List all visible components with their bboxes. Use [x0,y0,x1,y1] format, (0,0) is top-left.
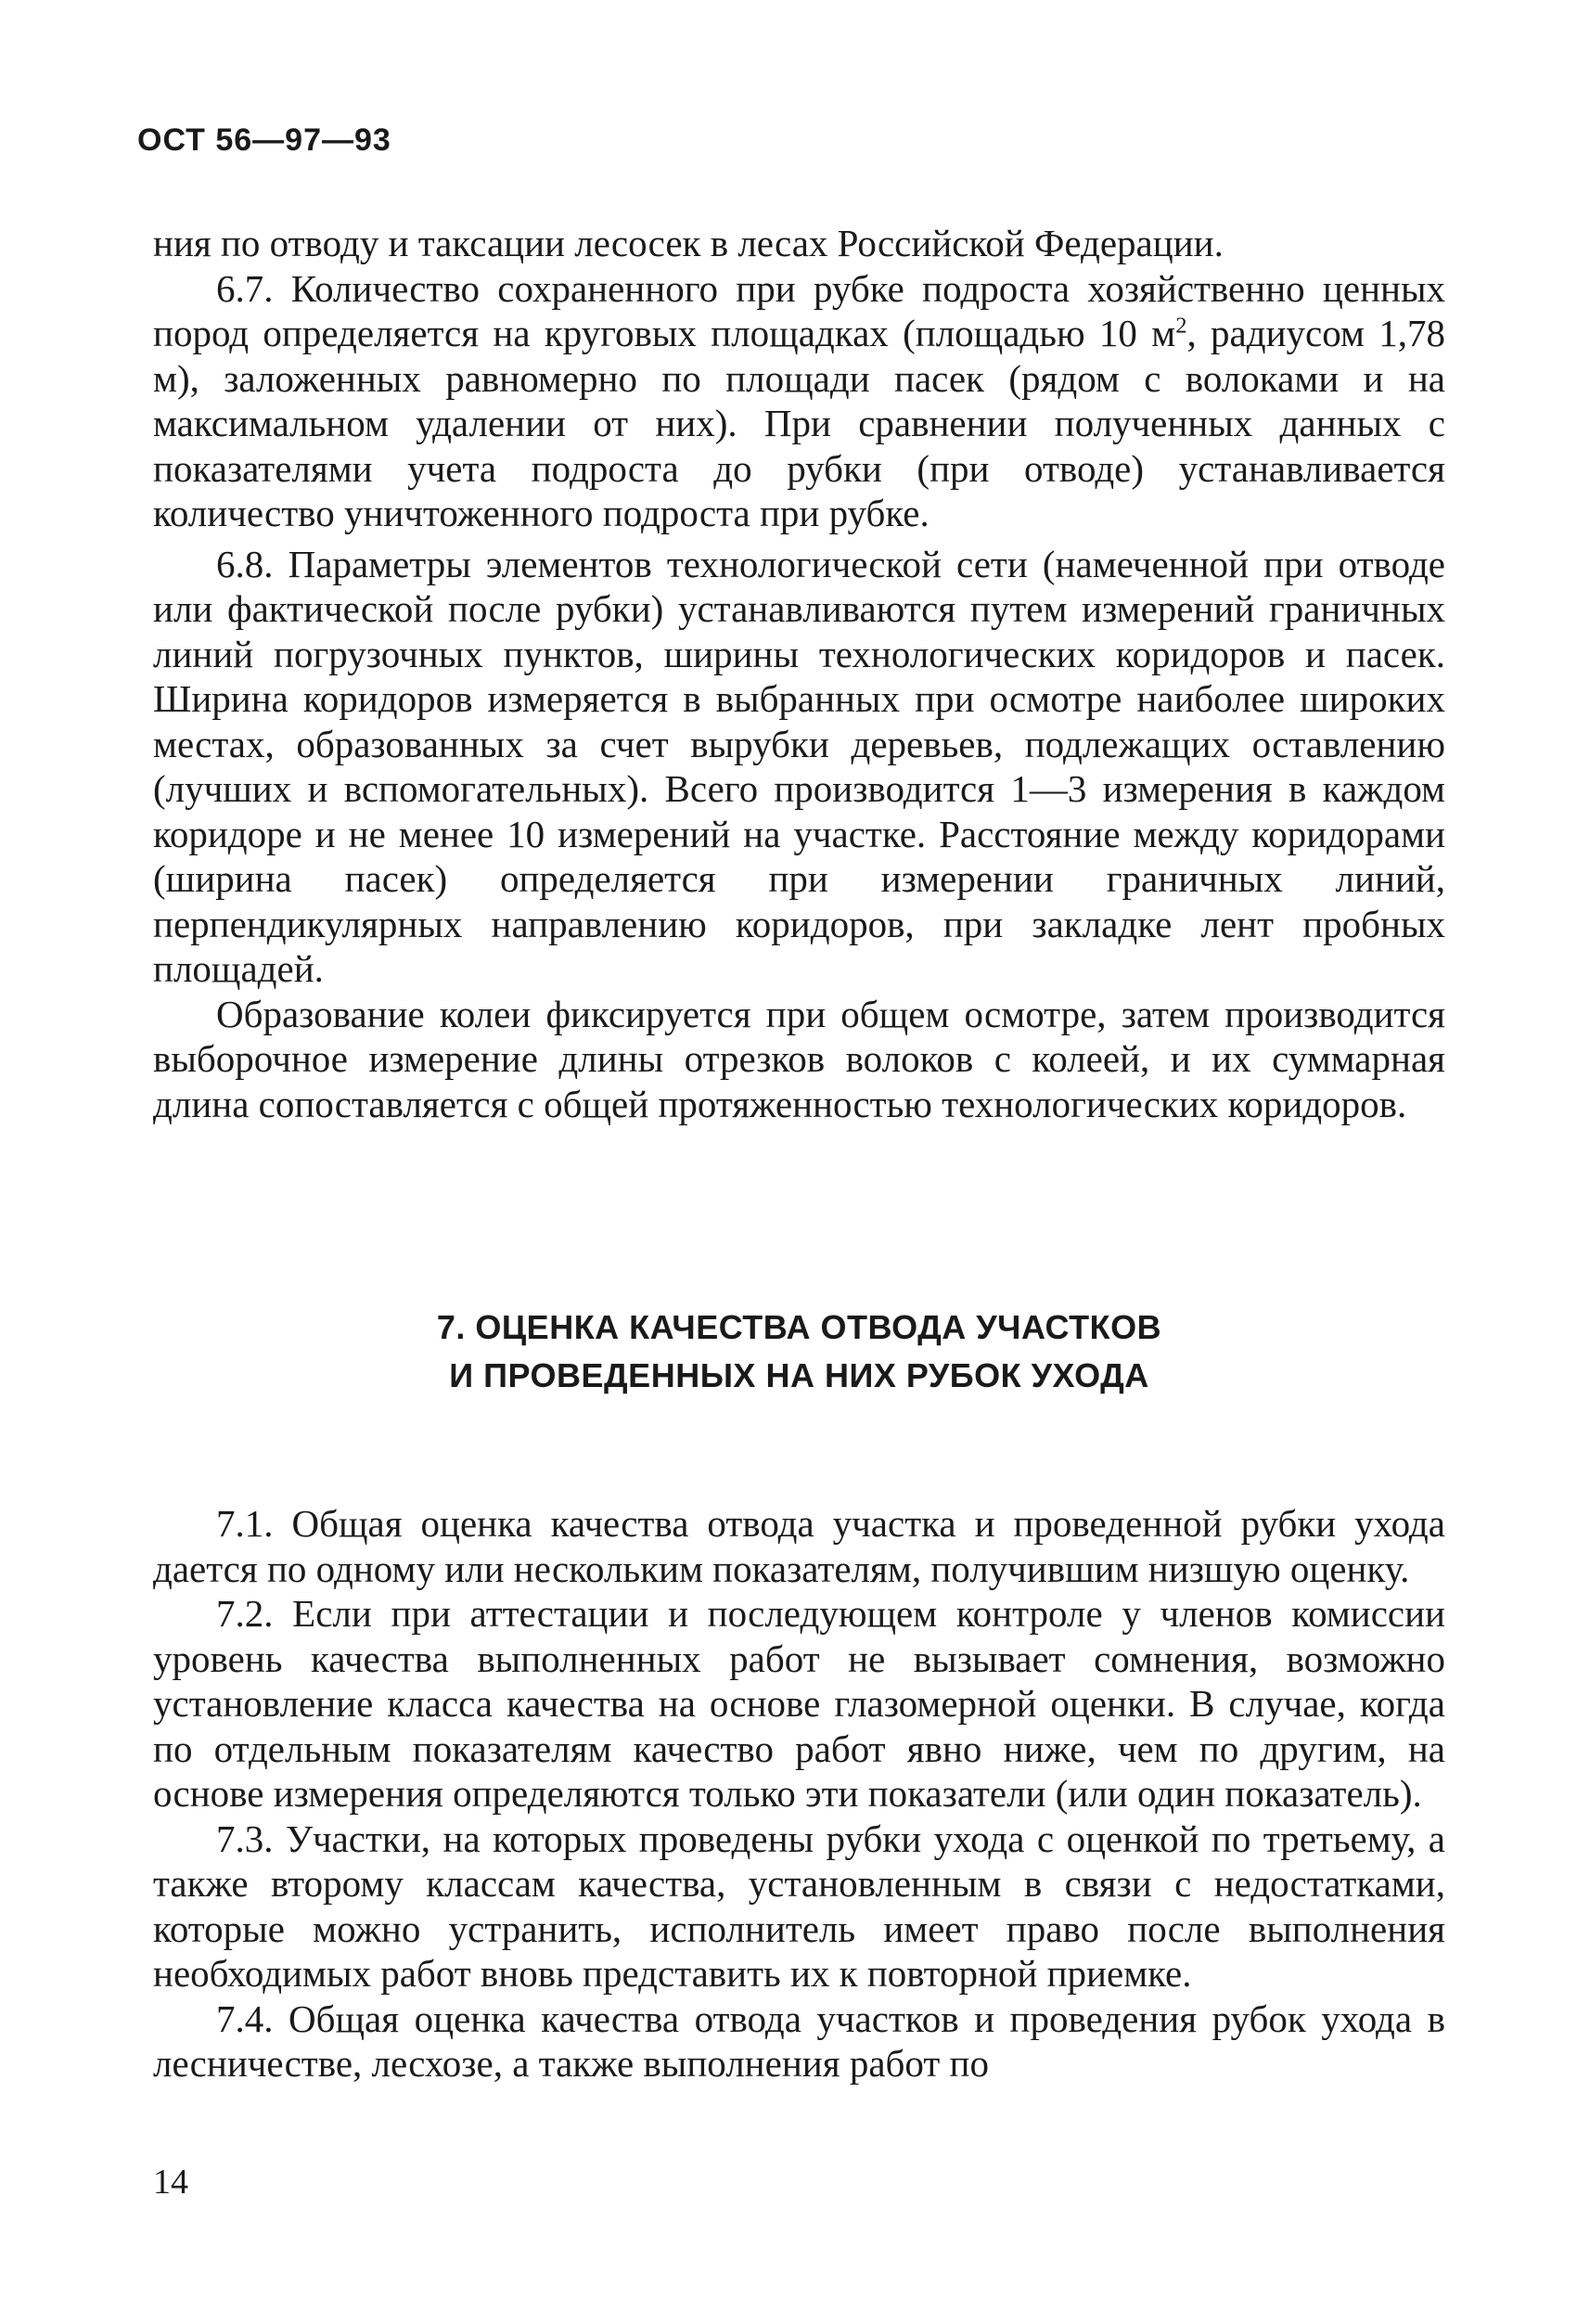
superscript-squared: 2 [1175,313,1187,339]
page-number: 14 [153,2163,188,2202]
section-7-title [153,1303,1445,1400]
section-6-continuation [153,221,1445,1126]
paragraph-7-1: 7.1. Общая оценка качества отвода участка и проведенной рубки ухода дается по одному или нескольким показателям, получившим низшую оценку. [153,1502,1445,1590]
section-7-body [153,1501,1445,2086]
paragraph-7-2: 7.2. Если при аттестации и последующем контроле у членов комиссии уровень качества выполненных работ не вызывает сомнения, возможно установление класса качества на основе глазомерной оценки. В случае, когда по отдельным показателям качество работ явно ниже, чем по другим, на основе измерения определяются только эти показатели (или один показатель). [153,1592,1445,1815]
paragraph-6-7-part-b: , радиусом 1,78 м), заложенных равномерно по площади пасек (рядом с волоками и на максимальном удалении от них). При сравнении полученных данных с показателями учета подроста до рубки (при отводе) устанавливается количество уничтоженного подроста при рубке. [153,312,1445,534]
section-7-title-line-2: И ПРОВЕДЕННЫХ НА НИХ РУБОК УХОДА [449,1356,1149,1394]
paragraph-continuation: ния по отводу и таксации лесосек в лесах Российской Федерации. [153,222,1224,264]
document-header: ОСТ 56—97—93 [137,122,391,158]
paragraph-7-4: 7.4. Общая оценка качества отвода участков и проведения рубок ухода в лесничестве, лесхозе, а также выполнения работ по [153,1997,1445,2085]
section-7-title-line-1: 7. ОЦЕНКА КАЧЕСТВА ОТВОДА УЧАСТКОВ [436,1308,1162,1346]
paragraph-6-8: 6.8. Параметры элементов технологической сети (намеченной при отводе или фактической после рубки) устанавливаются путем измерений граничных линий погрузочных пунктов, ширины технологических коридоров и пасек. Ширина коридоров измеряется в выбранных при осмотре наиболее широких местах, образованных за счет вырубки деревьев, подлежащих оставлению (лучших и вспомогательных). Всего производится 1—3 измерения в каждом коридоре и не менее 10 измерений на участке. Расстояние между коридорами (ширина пасек) определяется при измерении граничных линий, перпендикулярных направлению коридоров, при закладке лент пробных площадей. [153,542,1445,990]
paragraph-6-7-part-a: 6.7. Количество сохраненного при рубке подроста хозяйственно ценных пород определяется на круговых площадках (площадью 10 м [153,266,1445,354]
paragraph-rut-formation: Образование колеи фиксируется при общем осмотре, затем производится выборочное измерение длины отрезков волоков с колеей, и их суммарная длина сопоставляется с общей протяженностью технологических коридоров. [153,992,1445,1125]
paragraph-6-7 [153,266,1445,536]
paragraph-7-3: 7.3. Участки, на которых проведены рубки ухода с оценкой по третьему, а также второму классам качества, установленным в связи с недостатками, которые можно устранить, исполнитель имеет право после выполнения необходимых работ вновь представить их к повторной приемке. [153,1817,1445,1995]
